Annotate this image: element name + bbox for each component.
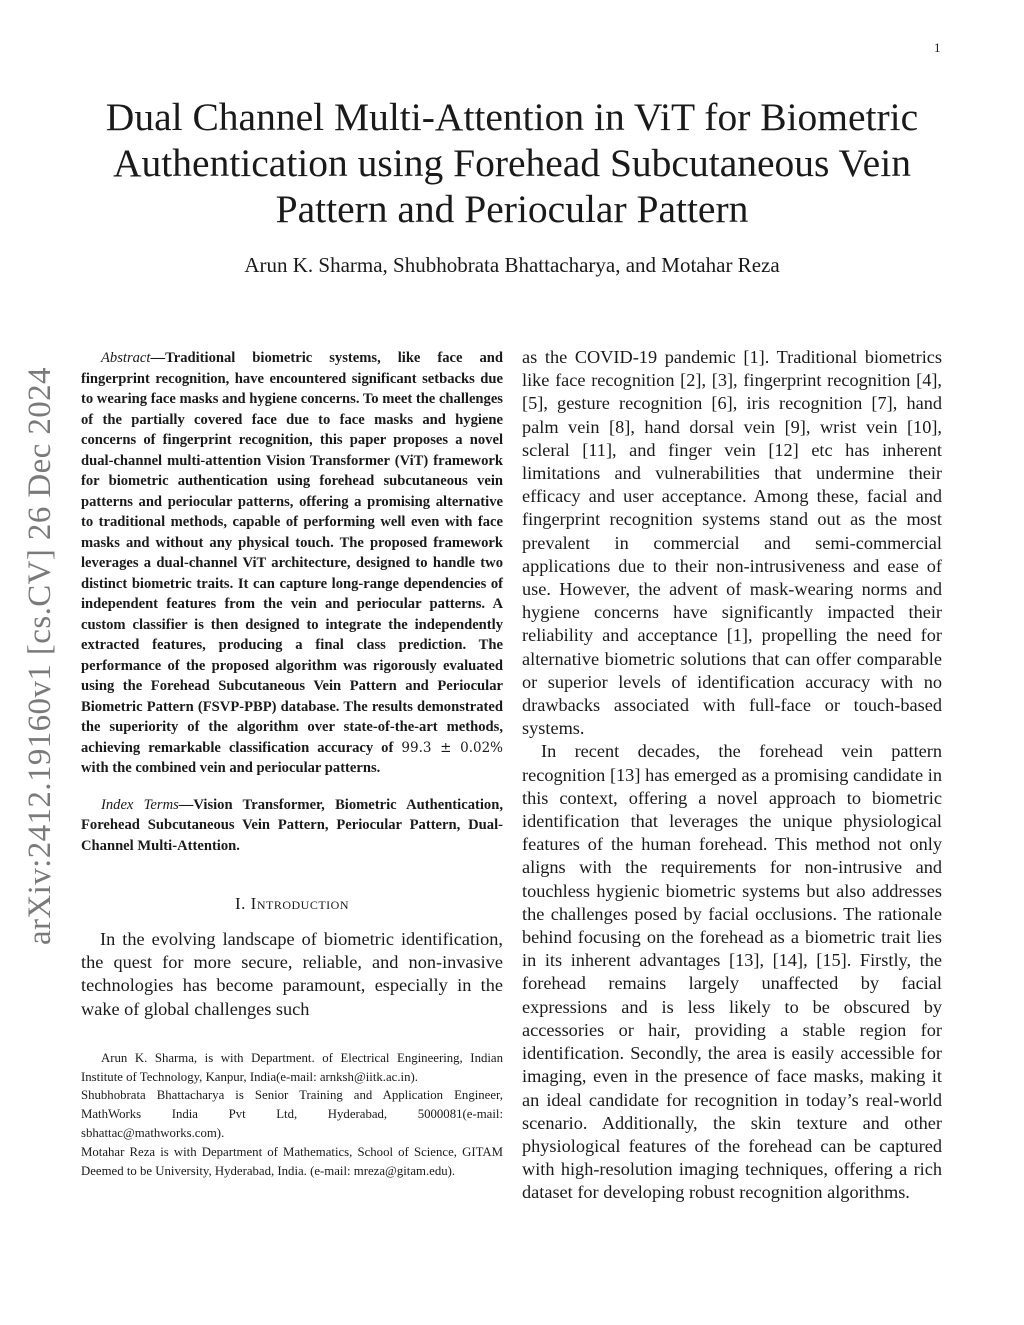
section-number: I. <box>235 894 246 913</box>
accuracy-value: 99.3 ± 0.02% <box>401 739 504 756</box>
left-column <box>81 348 503 1180</box>
intro-paragraph: In the evolving landscape of biometric identification, the quest for more secure, reliable, and non-invasive technologies has become paramount, especially in the wake of global challenges such <box>81 929 503 1019</box>
body-paragraph: In recent decades, the forehead vein pattern recognition [13] has emerged as a promising candidate in this context, offering a novel approach to biometric identification that leverages the unique physiological features of the human forehead. This method not only aligns with the requirements for non-intrusive and touchless hygienic biometric systems but also addresses the challenges posed by facial occlusions. The rationale behind focusing on the forehead as a biometric trait lies in its inherent advantages [13], [14], [15]. Firstly, the forehead remains largely unaffected by facial expressions and is less likely to be obscured by accessories or hair, providing a stable region for identification. Secondly, the area is easily accessible for imaging, even in the presence of face masks, making it an ideal candidate for recognition in today’s real-world scenario. Additionally, the skin texture and other physiological features of the forehead can be captured with high-resolution imaging techniques, offering a rich dataset for developing robust recognition algorithms. <box>522 741 942 1203</box>
footnote: Shubhobrata Bhattacharya is Senior Training and Application Engineer, MathWorks India Pvt Ltd, Hyderabad, 5000081(e-mail: sbhattac@mathworks.com). <box>81 1088 503 1140</box>
right-column <box>522 346 942 1205</box>
footnote: Motahar Reza is with Department of Mathematics, School of Science, GITAM Deemed to be University, Hyderabad, India. (e-mail: mreza@gitam.edu). <box>81 1144 503 1178</box>
abstract-label: Abstract <box>101 350 151 366</box>
page-number: 1 <box>934 40 941 55</box>
author-list: Arun K. Sharma, Shubhobrata Bhattacharya, and Motahar Reza <box>244 253 780 277</box>
body-paragraph: as the COVID-19 pandemic [1]. Traditional biometrics like face recognition [2], [3], fingerprint recognition [4], [5], gesture recognition [6], iris recognition [7], hand palm vein [8], hand dorsal vein [9], wrist vein [10], scleral [11], and finger vein [12] etc has inherent limitations and vulnerabilities that undermine their efficacy and user acceptance. Among these, facial and fingerprint recognition systems stand out as the most prevalent in commercial and semi-commercial applications due to their non-intrusiveness and ease of use. However, the advent of mask-wearing norms and hygiene concerns have significantly impacted their reliability and acceptance [1], propelling the need for alternative biometric solutions that can offer comparable or superior levels of identification accuracy with no drawbacks associated with full-face or touch-based systems. <box>522 347 942 739</box>
index-terms-label: Index Terms <box>101 796 179 813</box>
arxiv-identifier-stamp: arXiv:2412.19160v1 [cs.CV] 26 Dec 2024 <box>22 367 58 945</box>
paper-title: Dual Channel Multi-Attention in ViT for Biometric Authentication using Forehead Subcutaneous Vein Pattern and Periocular Pattern <box>105 95 919 231</box>
abstract-body-end: with the combined vein and periocular patterns. <box>81 760 381 776</box>
abstract-body: —Traditional biometric systems, like face and fingerprint recognition, have encountered significant setbacks due to wearing face masks and hygiene concerns. To meet the challenges of the partially covered face due to face masks and hygiene concerns of fingerprint recognition, this paper proposes a novel dual-channel multi-attention Vision Transformer (ViT) framework for biometric authentication using forehead subcutaneous vein patterns and periocular patterns, offering a promising alternative to traditional methods, capable of performing well even with face masks and without any physical touch. The proposed framework leverages a dual-channel ViT architecture, designed to handle two distinct biometric traits. It can capture long-range dependencies of independent features from the vein and periocular patterns. A custom classifier is then designed to integrate the independently extracted features, producing a final class prediction. The performance of the proposed algorithm was rigorously evaluated using the Forehead Subcutaneous Vein Pattern and Periocular Biometric Pattern (FSVP-PBP) database. The results demonstrated the superiority of the algorithm over state-of-the-art methods, achieving remarkable classification accuracy of <box>81 350 503 756</box>
index-terms <box>81 795 503 857</box>
section-heading-introduction <box>81 894 503 914</box>
index-terms-body: —Vision Transformer, Biometric Authentication, Forehead Subcutaneous Vein Pattern, Periocular Pattern, Dual-Channel Multi-Attention. <box>81 796 503 854</box>
author-footnotes <box>81 1049 503 1181</box>
footnote: Arun K. Sharma, is with Department. of Electrical Engineering, Indian Institute of Technology, Kanpur, India(e-mail: arnksh@iitk.ac.in). <box>81 1050 503 1084</box>
section-title: Introduction <box>250 894 349 913</box>
abstract <box>81 348 503 779</box>
